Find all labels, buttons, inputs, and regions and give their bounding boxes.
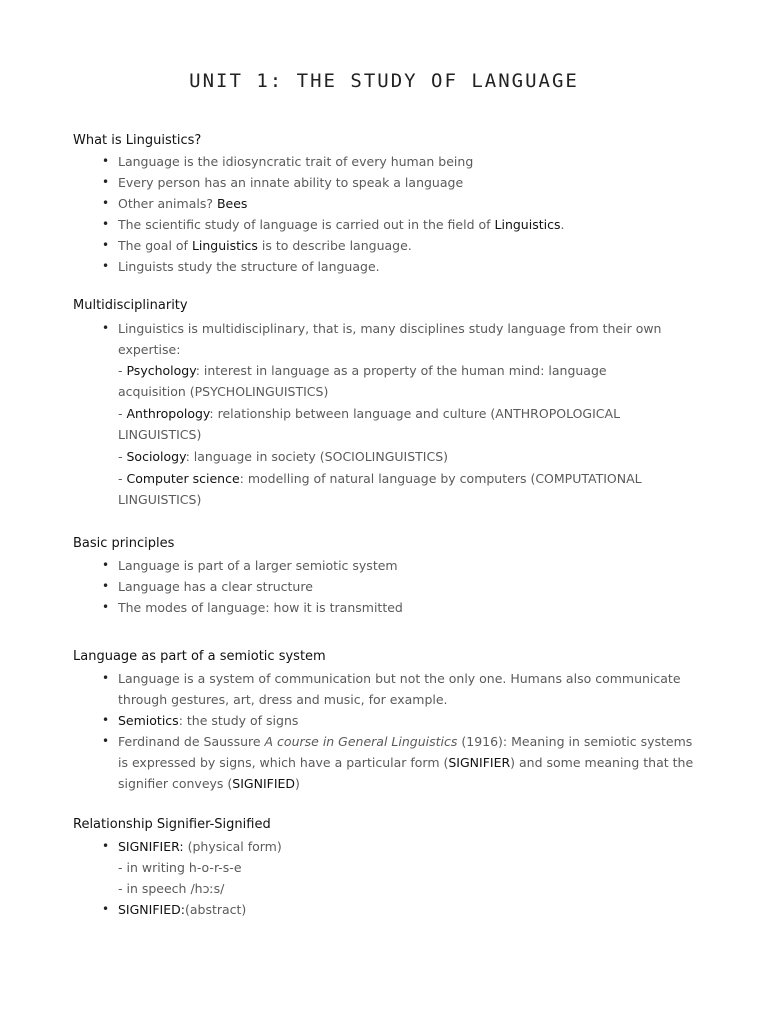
- list-item: • Linguistics is multidisciplinary, that is, many disciplines study language from their own expertise:: [118, 318, 693, 360]
- discipline-item: [118, 446, 678, 467]
- sub-item: - in speech /hɔːs/: [118, 881, 225, 896]
- text: is to describe language.: [257, 238, 412, 253]
- list-item: • Language is a system of communication but not the only one. Humans also communicate through gestures, art, dress and music, for example.: [118, 668, 698, 710]
- text: (abstract): [184, 902, 247, 917]
- dash: -: [118, 406, 127, 421]
- page-title: UNIT 1: THE STUDY OF LANGUAGE: [189, 70, 579, 92]
- list-item: • The modes of language: how it is transmitted: [118, 597, 698, 618]
- text: : the study of signs: [178, 713, 299, 728]
- section-heading-multidisciplinarity: Multidisciplinarity: [73, 298, 188, 313]
- text: (physical form): [183, 839, 282, 854]
- text: The scientific study of language is carried out in the field of: [118, 217, 495, 232]
- list-item: • Every person has an innate ability to speak a language: [118, 172, 698, 193]
- section-heading-semiotic-system: Language as part of a semiotic system: [73, 649, 326, 664]
- dash: -: [118, 471, 127, 486]
- bold-term: Linguistics: [191, 238, 258, 253]
- discipline-item: [118, 468, 678, 510]
- bold-term: SIGNIFIED:: [118, 902, 185, 917]
- list-item: • Linguists study the structure of language.: [118, 256, 698, 277]
- bold-term: SIGNIFIER: [448, 755, 511, 770]
- bold-term: Anthropology: [126, 406, 210, 421]
- list-item: [118, 214, 698, 235]
- section-heading-signifier-signified: Relationship Signifier-Signified: [73, 817, 271, 832]
- list-item: [118, 899, 698, 920]
- book-title: A course in General Linguistics: [264, 734, 458, 749]
- list-item: [118, 710, 698, 731]
- text: The goal of: [118, 238, 192, 253]
- bold-term: SIGNIFIER:: [118, 839, 184, 854]
- bold-term: Sociology: [126, 449, 186, 464]
- text: Ferdinand de Saussure: [118, 734, 265, 749]
- section-heading-linguistics: What is Linguistics?: [73, 133, 202, 148]
- bold-term: Bees: [216, 196, 248, 211]
- text: ) and some meaning that the signifier conveys (: [118, 755, 694, 791]
- bold-term: Linguistics: [494, 217, 561, 232]
- list-item: [118, 836, 698, 857]
- text: : language in society (SOCIOLINGUISTICS): [185, 449, 449, 464]
- text: ): [295, 776, 300, 791]
- discipline-item: [118, 360, 678, 402]
- bold-term: Semiotics: [118, 713, 179, 728]
- text: : modelling of natural language by computers (COMPUTATIONAL LINGUISTICS): [118, 471, 642, 507]
- text: (1916): Meaning in semiotic systems is expressed by signs, which have a particular form (: [118, 734, 693, 770]
- text: : relationship between language and culture (ANTHROPOLOGICAL LINGUISTICS): [118, 406, 621, 442]
- list-item: [118, 235, 698, 256]
- list-item: [118, 731, 700, 794]
- list-item: [118, 193, 698, 214]
- bold-term: Psychology: [126, 363, 196, 378]
- dash: -: [118, 449, 127, 464]
- discipline-item: [118, 403, 678, 445]
- dash: -: [118, 363, 127, 378]
- text: Other animals?: [118, 196, 217, 211]
- text: .: [560, 217, 565, 232]
- sub-item: - in writing h-o-r-s-e: [118, 860, 242, 875]
- list-item: • Language is part of a larger semiotic system: [118, 555, 698, 576]
- list-item: • Language has a clear structure: [118, 576, 698, 597]
- bold-term: SIGNIFIED: [232, 776, 296, 791]
- bold-term: Computer science: [126, 471, 240, 486]
- text: : interest in language as a property of the human mind: language acquisition (PSYCHOLINGUISTICS): [118, 363, 607, 399]
- list-item: • Language is the idiosyncratic trait of every human being: [118, 151, 698, 172]
- section-heading-basic-principles: Basic principles: [73, 536, 175, 551]
